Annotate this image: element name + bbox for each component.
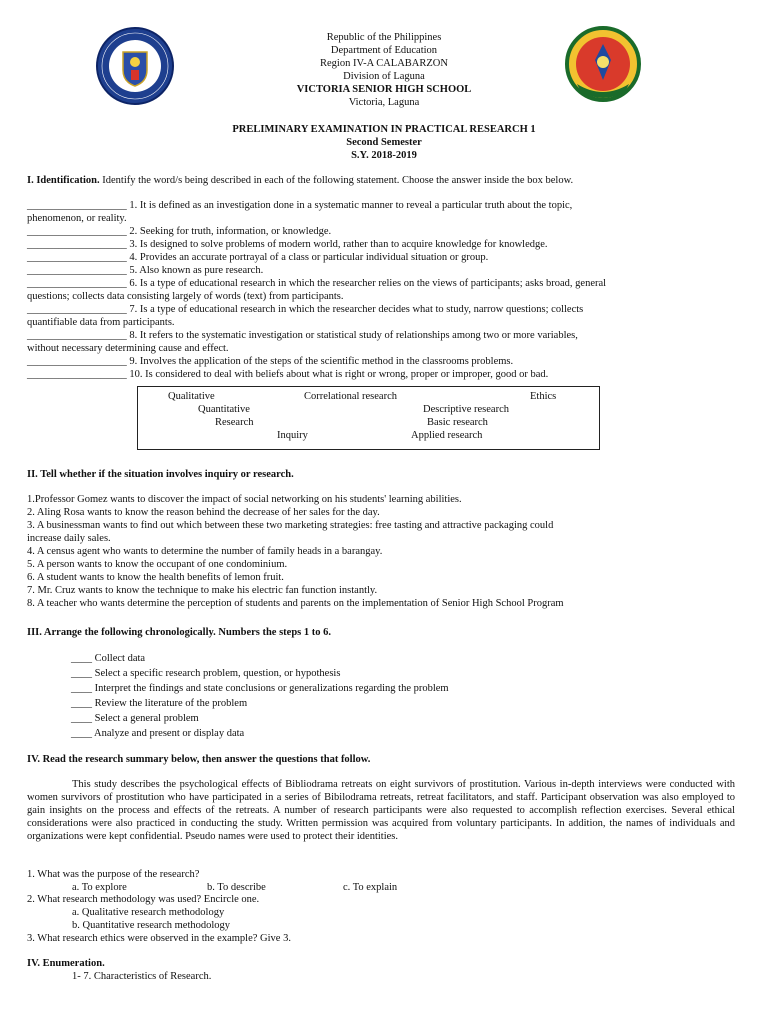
choice-research: Research bbox=[215, 417, 254, 428]
choice-quantitative: Quantitative bbox=[198, 404, 250, 415]
list-item: ____ Collect data bbox=[71, 653, 146, 664]
list-item: 7. Mr. Cruz wants to know the technique to make his electric fan function instantly. bbox=[27, 585, 378, 596]
header-region: Region IV-A CALABARZON bbox=[320, 58, 448, 69]
enumeration-heading: IV. Enumeration. bbox=[27, 958, 105, 969]
header-division: Division of Laguna bbox=[343, 71, 425, 82]
part1-instruction-text: Identify the word/s being described in each of the following statement. Choose the answer inside the box below. bbox=[99, 175, 574, 186]
list-item: 3. A businessman wants to find out which between these two marketing strategies: free tasting and attractive packaging could bbox=[27, 520, 554, 531]
list-item: ___________________ 8. It refers to the systematic investigation or statistical study of relationships among two or more variables, bbox=[27, 330, 578, 341]
list-item: ___________________ 6. Is a type of educational research in which the researcher relies on the views of participants; asks broad, general bbox=[27, 278, 607, 289]
list-item: ____ Interpret the findings and state conclusions or generalizations regarding the problem bbox=[71, 683, 449, 694]
part4-heading: IV. Read the research summary below, then answer the questions that follow. bbox=[27, 754, 371, 765]
part3-heading: III. Arrange the following chronologically. Numbers the steps 1 to 6. bbox=[27, 627, 332, 638]
list-item: ___________________ 3. Is designed to solve problems of modern world, rather than to acquire knowledge for knowledge. bbox=[27, 239, 548, 250]
list-item: 2. Aling Rosa wants to know the reason behind the decrease of her sales for the day. bbox=[27, 507, 380, 518]
exam-school-year: S.Y. 2018-2019 bbox=[351, 150, 417, 161]
list-item-continuation: phenomenon, or reality. bbox=[27, 213, 127, 224]
list-item: 4. A census agent who wants to determine the number of family heads in a barangay. bbox=[27, 546, 383, 557]
choice-descriptive: Descriptive research bbox=[423, 404, 509, 415]
list-item: 5. A person wants to know the occupant of one condominium. bbox=[27, 559, 288, 570]
choice-ethics: Ethics bbox=[530, 391, 557, 402]
q1-option-c: c. To explain bbox=[343, 882, 398, 893]
list-item: ___________________ 5. Also known as pure research. bbox=[27, 265, 264, 276]
part3-items bbox=[71, 651, 751, 741]
list-item: ____ Review the literature of the problem bbox=[71, 698, 248, 709]
research-summary-paragraph: This study describes the psychological effects of Bibliodrama retreats on eight survivors of prostitution. Various in-depth interviews were conducted with women survivors of prostitution who have participated in a series of Bibilodrama retreats, retreat facilitators, and staff. Participant observation was also employed to gain insights on the process and effects of the retreats. A number of research participants were also requested to accomplish reflection exercises. Several ethical considerations were also practiced in conducting the study. Written permission was acquired from voluntary participants. In addition, the names of individuals and organizations were kept confidential. Pseudo names were used to protect their identities. bbox=[27, 779, 735, 842]
header-department: Department of Education bbox=[330, 45, 438, 56]
list-item: ____ Select a specific research problem, question, or hypothesis bbox=[71, 668, 341, 679]
list-item-continuation: without necessary determining cause and effect. bbox=[27, 343, 229, 354]
list-item-continuation: questions; collects data consisting largely of words (text) from participants. bbox=[27, 291, 344, 302]
list-item: 1.Professor Gomez wants to discover the impact of social networking on his students' learning abilities. bbox=[27, 494, 462, 505]
question-2: 2. What research methodology was used? Encircle one. bbox=[27, 894, 260, 905]
header-location: Victoria, Laguna bbox=[348, 97, 420, 108]
choice-basic: Basic research bbox=[427, 417, 488, 428]
part2-heading: II. Tell whether if the situation involves inquiry or research. bbox=[27, 469, 294, 480]
part2-items bbox=[27, 493, 747, 610]
list-item: ___________________ 7. Is a type of educational research in which the researcher decides what to study, narrow questions; collects bbox=[27, 304, 584, 315]
list-item: ___________________ 9. Involves the application of the steps of the scientific method in the classrooms problems. bbox=[27, 356, 514, 367]
enumeration-item: 1- 7. Characteristics of Research. bbox=[72, 971, 212, 982]
list-item: 8. A teacher who wants determine the perception of students and parents on the implementation of Senior High School Program bbox=[27, 598, 564, 609]
list-item: 6. A student wants to know the health benefits of lemon fruit. bbox=[27, 572, 284, 583]
list-item: ____ Select a general problem bbox=[71, 713, 199, 724]
list-item-continuation: increase daily sales. bbox=[27, 533, 111, 544]
list-item: ____ Analyze and present or display data bbox=[71, 728, 245, 739]
header-school: VICTORIA SENIOR HIGH SCHOOL bbox=[296, 84, 472, 95]
list-item: ___________________ 4. Provides an accurate portrayal of a class or particular individual situation or group. bbox=[27, 252, 489, 263]
part1-items bbox=[27, 199, 747, 381]
choice-qualitative: Qualitative bbox=[168, 391, 215, 402]
list-item: ___________________ 1. It is defined as an investigation done in a systematic manner to reveal a particular truth about the topic, bbox=[27, 200, 573, 211]
list-item: ___________________ 10. Is considered to deal with beliefs about what is right or wrong, proper or improper, good or bad. bbox=[27, 369, 549, 380]
question-3: 3. What research ethics were observed in the example? Give 3. bbox=[27, 933, 291, 944]
list-item: ___________________ 2. Seeking for truth, information, or knowledge. bbox=[27, 226, 332, 237]
choice-correlational: Correlational research bbox=[304, 391, 397, 402]
header-republic: Republic of the Philippines bbox=[326, 32, 442, 43]
choice-applied: Applied research bbox=[411, 430, 483, 441]
exam-title: PRELIMINARY EXAMINATION IN PRACTICAL RESEARCH 1 bbox=[232, 124, 536, 135]
choice-inquiry: Inquiry bbox=[277, 430, 308, 441]
q2-option-b: b. Quantitative research methodology bbox=[72, 920, 231, 931]
question-1: 1. What was the purpose of the research? bbox=[27, 869, 200, 880]
list-item-continuation: quantifiable data from participants. bbox=[27, 317, 175, 328]
q2-option-a: a. Qualitative research methodology bbox=[72, 907, 225, 918]
q1-option-a: a. To explore bbox=[72, 882, 127, 893]
part1-heading: I. Identification. bbox=[27, 175, 100, 186]
part1-instructions bbox=[27, 174, 573, 187]
q1-option-b: b. To describe bbox=[207, 882, 266, 893]
exam-semester: Second Semester bbox=[346, 137, 422, 148]
